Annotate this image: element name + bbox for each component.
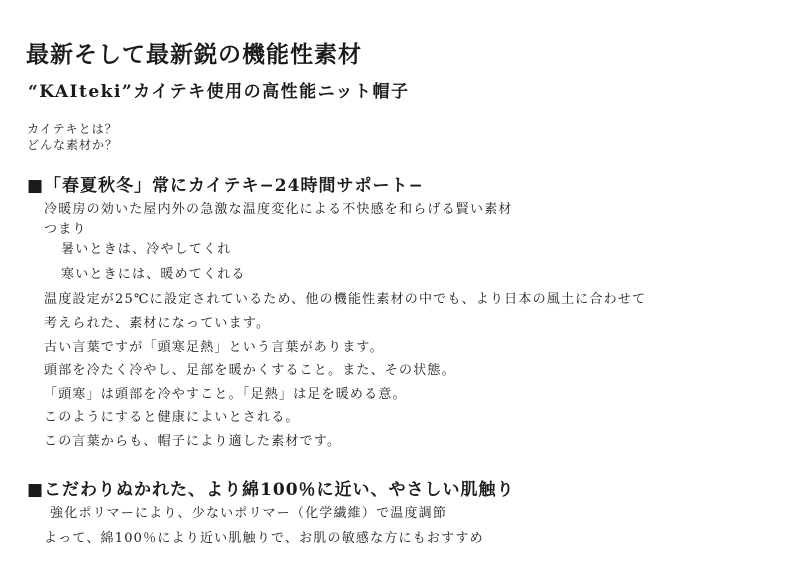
- section1-line: 古い言葉ですが「頭寒足熱」という言葉があります。: [44, 340, 384, 355]
- page-subtitle: “KAIteki”カイテキ使用の高性能ニット帽子: [28, 82, 410, 102]
- question-what-material: どんな素材か？: [27, 138, 119, 152]
- section1-line: 温度設定が25℃に設定されているため、他の機能性素材の中でも、より日本の風土に合わせて: [44, 292, 647, 307]
- section1-line: 頭部を冷たく冷やし、足部を暖かくすること。また、その状態。: [44, 363, 456, 378]
- section2-heading: ■こだわりぬかれた、より綿100％に近い、やさしい肌触り: [27, 480, 515, 500]
- question-what-is-kaiteki: カイテキとは？: [27, 122, 118, 136]
- page-title: 最新そして最新鋭の機能性素材: [26, 41, 362, 68]
- section1-line: この言葉からも、帽子により適した素材です。: [44, 434, 342, 449]
- section1-line: 考えられた、素材になっています。: [44, 316, 271, 331]
- section1-line: つまり: [44, 222, 87, 237]
- section1-line: このようにすると健康によいとされる。: [44, 410, 300, 425]
- section1-line: 冷暖房の効いた屋内外の急激な温度変化による不快感を和らげる賢い素材: [44, 202, 513, 217]
- section2-line: 強化ポリマーにより、少ないポリマー（化学繊維）で温度調節: [50, 506, 448, 521]
- section2-line: よって、綿100％により近い肌触りで、お肌の敏感な方にもおすすめ: [44, 531, 484, 546]
- section1-line: 暑いときは、冷やしてくれ: [61, 242, 232, 257]
- section1-line: 「頭寒」は頭部を冷やすこと。「足熱」は足を暖める意。: [44, 387, 407, 402]
- section1-heading: ■「春夏秋冬」常にカイテキ−24時間サポート−: [27, 176, 424, 196]
- section1-line: 寒いときには、暖めてくれる: [61, 267, 246, 282]
